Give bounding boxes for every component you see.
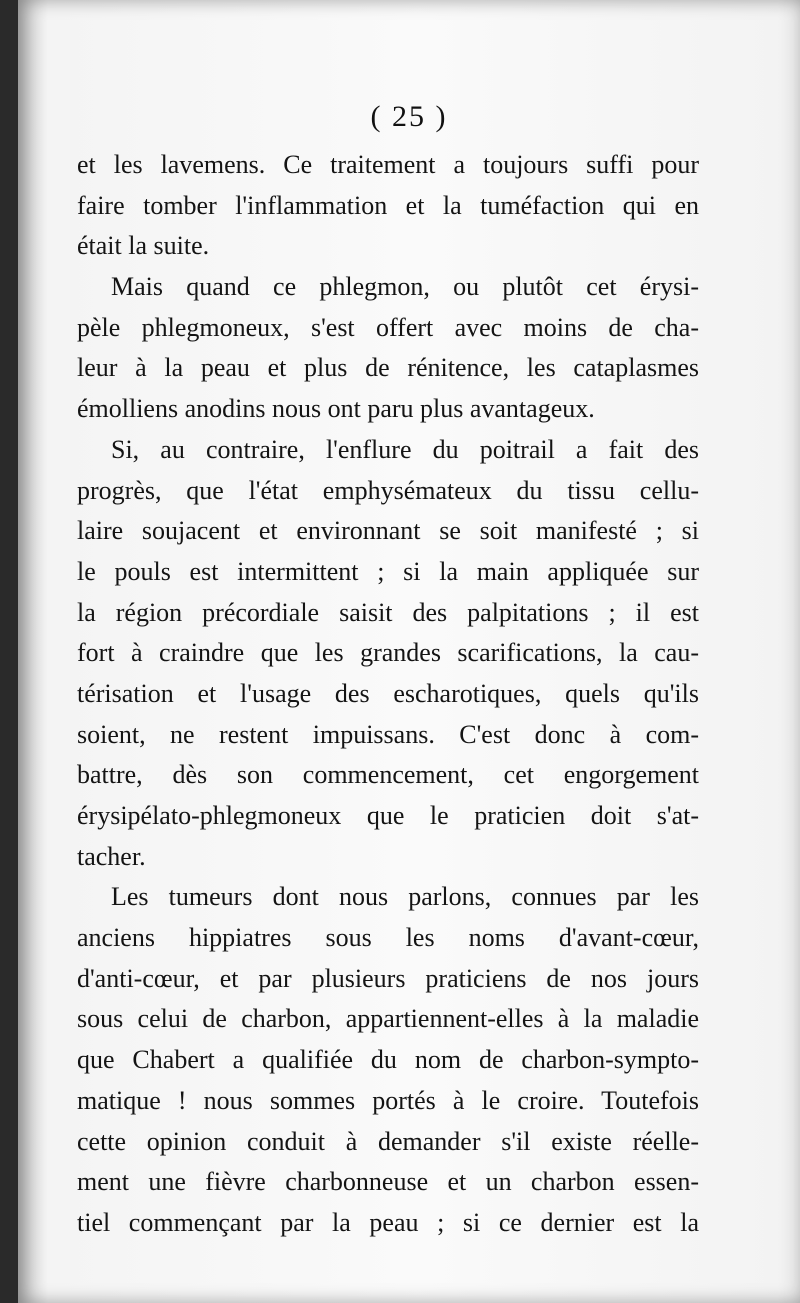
text-line: Si, au contraire, l'enflure du poitrail a fait des <box>111 434 699 464</box>
text-line: que Chabert a qualifiée du nom de charbon-sympto- <box>77 1045 699 1075</box>
text-line: était la suite. <box>77 231 210 261</box>
text-line: progrès, que l'état emphysémateux du tissu cellu- <box>77 475 699 505</box>
text-line: pèle phlegmoneux, s'est offert avec moins de cha- <box>77 312 699 342</box>
text-line: le pouls est intermittent ; si la main appliquée sur <box>77 556 699 586</box>
text-line: ment une fièvre charbonneuse et un charbon essen- <box>77 1167 699 1197</box>
text-line: anciens hippiatres sous les noms d'avant-cœur, <box>77 923 699 953</box>
text-line: fort à craindre que les grandes scarifications, la cau- <box>77 638 699 668</box>
page-number: ( 25 ) <box>370 100 448 133</box>
text-line: matique ! nous sommes portés à le croire. Toutefois <box>77 1085 699 1115</box>
text-line: la région précordiale saisit des palpitations ; il est <box>77 597 699 627</box>
text-line: tacher. <box>77 841 146 871</box>
text-line: Les tumeurs dont nous parlons, connues par les <box>111 882 699 912</box>
book-page <box>18 0 800 1303</box>
text-line: érysipélato-phlegmoneux que le praticien doit s'at- <box>77 801 699 830</box>
text-line: et les lavemens. Ce traitement a toujours suffi pour <box>77 150 699 179</box>
body-text <box>77 145 699 1244</box>
text-line: tiel commençant par la peau ; si ce dernier est la <box>77 1207 699 1237</box>
text-line: d'anti-cœur, et par plusieurs praticiens de nos jours <box>77 963 699 993</box>
text-line: émolliens anodins nous ont paru plus avantageux. <box>77 394 595 424</box>
text-line: battre, dès son commencement, cet engorgement <box>77 760 699 790</box>
text-line: térisation et l'usage des escharotiques, quels qu'ils <box>77 678 699 708</box>
text-line: soient, ne restent impuissans. C'est donc à com- <box>77 719 699 749</box>
text-line: laire soujacent et environnant se soit manifesté ; si <box>77 516 699 546</box>
text-line: faire tomber l'inflammation et la tuméfaction qui en <box>77 190 699 220</box>
text-line: cette opinion conduit à demander s'il existe réelle- <box>77 1126 699 1156</box>
text-line: leur à la peau et plus de rénitence, les cataplasmes <box>77 353 699 383</box>
text-line: Mais quand ce phlegmon, ou plutôt cet érysi- <box>111 272 699 302</box>
text-line: sous celui de charbon, appartiennent-elles à la maladie <box>77 1004 699 1034</box>
